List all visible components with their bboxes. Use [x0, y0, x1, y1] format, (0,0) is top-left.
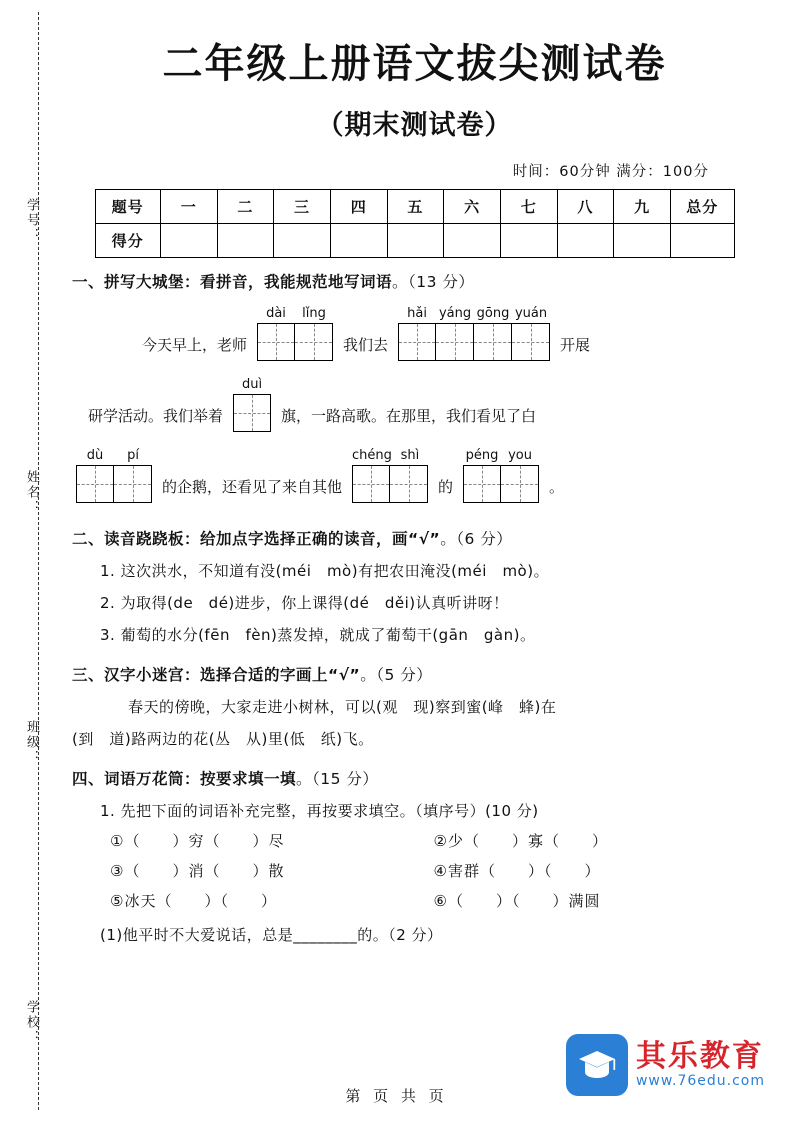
section-3-item-2: (到 道)路两边的花(丛 从)里(低 纸)飞。 — [72, 730, 374, 748]
section-3-heading-bold: 三、汉字小迷宫：选择合适的字画上“√” — [72, 666, 361, 684]
fill-item-6[interactable]: ⑥（ ）（ ）满圆 — [433, 892, 601, 910]
write-cell[interactable] — [436, 323, 474, 361]
section-4-heading-points: 。（15 分） — [296, 770, 379, 788]
side-label-xingming: 姓名： — [24, 470, 39, 515]
line2-text-1: 研学活动。我们举着 — [88, 407, 224, 425]
score-cell-7[interactable] — [500, 224, 557, 258]
section-4-heading-bold: 四、词语万花筒：按要求填一填 — [72, 770, 297, 788]
write-cell[interactable] — [463, 465, 501, 503]
score-cell-4[interactable] — [330, 224, 387, 258]
writing-boxes-dupi[interactable] — [76, 448, 152, 503]
pinyin-shi: shì — [400, 448, 420, 463]
graduation-cap-icon — [566, 1034, 628, 1096]
score-cell-total[interactable] — [670, 224, 734, 258]
section-1-heading — [72, 270, 757, 292]
section-2-item-2: 2. 为取得(de dé)进步，你上课得(dé děi)认真听讲呀！ — [100, 594, 509, 612]
score-col-2: 二 — [217, 190, 274, 224]
write-cell[interactable] — [295, 323, 333, 361]
boxes-pengyou[interactable] — [463, 465, 539, 503]
score-col-5: 五 — [387, 190, 444, 224]
page-footer: 第 页 共 页 — [345, 1087, 448, 1105]
score-col-8: 八 — [557, 190, 614, 224]
pinyin-pi: pí — [127, 448, 139, 463]
section-2-item-1: 1. 这次洪水，不知道有没(méi mò)有把农田淹没(méi mò)。 — [100, 562, 550, 580]
fill-row-1 — [72, 830, 757, 851]
write-cell[interactable] — [398, 323, 436, 361]
fill-item-4[interactable]: ④害群（ ）（ ） — [433, 862, 601, 880]
write-cell[interactable] — [501, 465, 539, 503]
score-cell-3[interactable] — [274, 224, 331, 258]
pinyin-haiyanggongyuan — [398, 306, 550, 321]
fill-item-2[interactable]: ②少（ ）寡（ ） — [433, 832, 608, 850]
pinyin-yang: yáng — [438, 306, 472, 321]
side-label-xuehao: 学号： — [24, 198, 39, 243]
page-title: 二年级上册语文拔尖测试卷 — [162, 41, 667, 87]
pinyin-pengyou — [463, 448, 539, 463]
section-1-heading-bold: 一、拼写大城堡：看拼音，我能规范地写词语 — [72, 273, 393, 291]
score-col-total: 总分 — [670, 190, 734, 224]
table-row-header — [95, 190, 734, 224]
line3-text-2: 的 — [438, 478, 454, 496]
score-col-6: 六 — [444, 190, 501, 224]
pinyin-cheng: chéng — [352, 448, 392, 463]
side-label-banji: 班级： — [24, 720, 39, 765]
boxes-haiyanggongyuan[interactable] — [398, 323, 550, 361]
write-cell[interactable] — [390, 465, 428, 503]
pinyin-dupi — [76, 448, 152, 463]
section-4-heading — [72, 767, 757, 789]
score-cell-9[interactable] — [614, 224, 671, 258]
write-cell[interactable] — [257, 323, 295, 361]
exam-meta: 时间：60分钟 满分：100分 — [512, 164, 709, 180]
section-2-heading-bold: 二、读音跷跷板：给加点字选择正确的读音，画“√” — [72, 530, 441, 548]
line1-text-2: 我们去 — [343, 336, 389, 354]
table-row-scores — [95, 224, 734, 258]
line3-text-3: 。 — [549, 478, 565, 496]
boxes-dailing[interactable] — [257, 323, 333, 361]
write-cell[interactable] — [233, 394, 271, 432]
section-3-item-1: 春天的傍晚，大家走进小树林，可以(观 现)察到蜜(峰 蜂)在 — [128, 698, 557, 716]
boxes-dui[interactable] — [233, 394, 271, 432]
pinyin-dai: dài — [266, 306, 286, 321]
line2-text-2: 旗，一路高歌。在那里，我们看见了白 — [281, 407, 537, 425]
section-3-heading — [72, 663, 757, 685]
section-1-line-3 — [72, 448, 757, 503]
pinyin-hai: hǎi — [407, 306, 427, 321]
write-cell[interactable] — [352, 465, 390, 503]
score-cell-8[interactable] — [557, 224, 614, 258]
logo-text-block — [636, 1041, 765, 1089]
score-row-label-1: 题号 — [95, 190, 160, 224]
section-4-tail: (1)他平时不大爱说话，总是________的。（2 分） — [100, 926, 443, 944]
score-col-9: 九 — [614, 190, 671, 224]
writing-boxes-dailing[interactable] — [257, 306, 333, 361]
boxes-dupi[interactable] — [76, 465, 152, 503]
side-label-xuexiao: 学校： — [24, 1000, 39, 1045]
logo-sub-text: www.76edu.com — [635, 1072, 765, 1089]
page-subtitle: （期末测试卷） — [316, 110, 513, 141]
section-2-heading-points: 。（6 分） — [440, 530, 513, 548]
writing-boxes-haiyanggongyuan[interactable] — [398, 306, 550, 361]
fill-item-3[interactable]: ③（ ）消（ ）散 — [110, 862, 285, 880]
section-3-heading-points: 。（5 分） — [360, 666, 433, 684]
write-cell[interactable] — [76, 465, 114, 503]
line3-text-1: 的企鹅，还看见了来自其他 — [162, 478, 343, 496]
score-cell-6[interactable] — [444, 224, 501, 258]
score-cell-2[interactable] — [217, 224, 274, 258]
writing-boxes-pengyou[interactable] — [463, 448, 539, 503]
exam-content — [72, 18, 757, 945]
score-row-label-2: 得分 — [95, 224, 160, 258]
logo-main-text: 其乐教育 — [635, 1039, 764, 1075]
section-1-heading-points: 。（13 分） — [392, 273, 475, 291]
pinyin-ling: lǐng — [302, 306, 326, 321]
site-logo — [566, 1034, 765, 1096]
pinyin-yuan: yuán — [514, 306, 548, 321]
fill-item-1[interactable]: ①（ ）穷（ ）尽 — [110, 832, 285, 850]
pinyin-dui-1: duì — [241, 377, 263, 392]
section-4-sub: 1. 先把下面的词语补充完整，再按要求填空。（填序号）(10 分) — [100, 802, 539, 820]
boxes-chengshi[interactable] — [352, 465, 428, 503]
pinyin-you: you — [508, 448, 532, 463]
line1-text-3: 开展 — [560, 336, 591, 354]
score-table — [95, 189, 735, 258]
side-label-group — [18, 0, 44, 1122]
write-cell[interactable] — [474, 323, 512, 361]
writing-boxes-dui[interactable] — [233, 377, 271, 432]
pinyin-peng: péng — [465, 448, 499, 463]
score-col-7: 七 — [500, 190, 557, 224]
write-cell[interactable] — [512, 323, 550, 361]
pinyin-gong: gōng — [476, 306, 510, 321]
fill-row-3 — [72, 890, 757, 911]
section-1-line-2 — [72, 377, 757, 432]
section-2-item-3: 3. 葡萄的水分(fēn fèn)蒸发掉，就成了葡萄干(gān gàn)。 — [100, 626, 536, 644]
writing-boxes-chengshi[interactable] — [352, 448, 428, 503]
score-cell-1[interactable] — [160, 224, 217, 258]
score-col-3: 三 — [274, 190, 331, 224]
score-col-4: 四 — [330, 190, 387, 224]
pinyin-du: dù — [86, 448, 104, 463]
pinyin-chengshi — [352, 448, 428, 463]
score-cell-5[interactable] — [387, 224, 444, 258]
fill-row-2 — [72, 860, 757, 881]
pinyin-dui — [233, 377, 271, 392]
line1-text-1: 今天早上，老师 — [142, 336, 248, 354]
section-1-line-1 — [72, 306, 757, 361]
write-cell[interactable] — [114, 465, 152, 503]
fill-item-5[interactable]: ⑤冰天（ ）（ ） — [110, 892, 277, 910]
score-col-1: 一 — [160, 190, 217, 224]
section-2-heading — [72, 527, 757, 549]
pinyin-dailing — [257, 306, 333, 321]
